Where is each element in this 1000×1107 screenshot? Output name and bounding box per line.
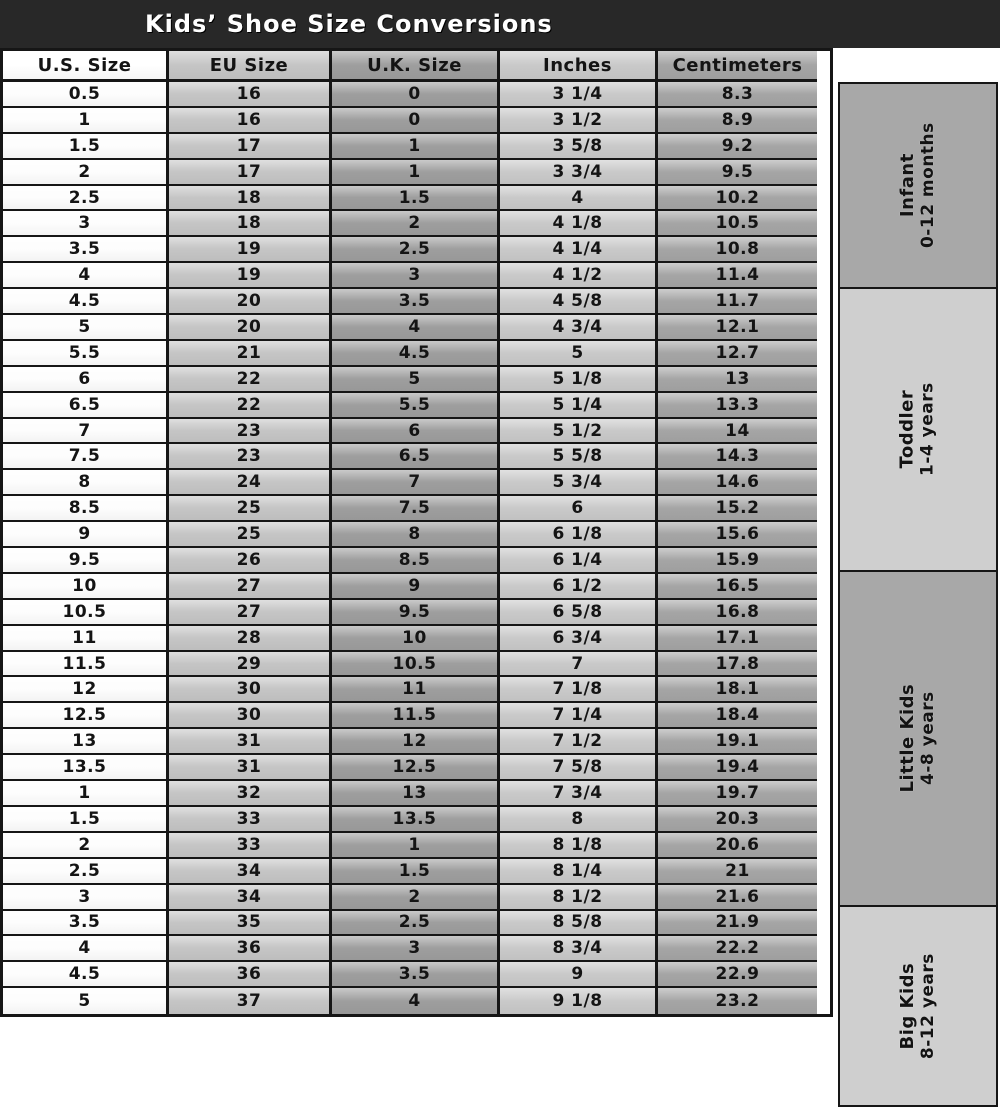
- table-cell: 6 5/8: [500, 600, 658, 626]
- table-body: [3, 82, 830, 1014]
- age-block-infant-label: Infant 0-12 months: [896, 122, 938, 249]
- table-cell: 1.5: [3, 134, 169, 160]
- header-cell-us-size: U.S. Size: [3, 51, 169, 82]
- table-cell: 25: [169, 522, 332, 548]
- table-cell: 8.5: [3, 496, 169, 522]
- table-cell: 9 1/8: [500, 988, 658, 1014]
- table-cell: 3: [332, 263, 500, 289]
- table-row: [3, 496, 830, 522]
- table-row: [3, 703, 830, 729]
- table-cell: 13.5: [3, 755, 169, 781]
- header-cell-eu-size: EU Size: [169, 51, 332, 82]
- table-cell: 13: [658, 367, 817, 393]
- table-row: [3, 237, 830, 263]
- table-cell: 28: [169, 626, 332, 652]
- table-cell: 21.9: [658, 911, 817, 937]
- table-cell: 14.3: [658, 444, 817, 470]
- table-cell: 10.5: [332, 652, 500, 678]
- table-row: [3, 911, 830, 937]
- table-cell: 34: [169, 859, 332, 885]
- table-cell: 7.5: [3, 444, 169, 470]
- table-cell: 19.4: [658, 755, 817, 781]
- table-cell: 19.1: [658, 729, 817, 755]
- table-cell: 36: [169, 962, 332, 988]
- table-cell: 3 5/8: [500, 134, 658, 160]
- age-block-infant: [838, 82, 998, 289]
- table-row: [3, 677, 830, 703]
- table-cell: 35: [169, 911, 332, 937]
- page-title: Kids’ Shoe Size Conversions: [145, 10, 553, 38]
- table-cell: 11: [332, 677, 500, 703]
- table-cell: 31: [169, 755, 332, 781]
- table-cell: 8 1/8: [500, 833, 658, 859]
- table-cell: 2: [332, 885, 500, 911]
- table-cell: 5: [332, 367, 500, 393]
- table-cell: 15.9: [658, 548, 817, 574]
- table-cell: 8 3/4: [500, 936, 658, 962]
- table-cell: 8 1/4: [500, 859, 658, 885]
- table-header-row: [3, 51, 830, 82]
- table-cell: 7.5: [332, 496, 500, 522]
- table-cell: 22: [169, 393, 332, 419]
- table-row: [3, 315, 830, 341]
- table-row: [3, 444, 830, 470]
- table-cell: 20.6: [658, 833, 817, 859]
- age-block-big-kids: [838, 905, 998, 1107]
- table-cell: 17: [169, 160, 332, 186]
- table-cell: 1.5: [332, 859, 500, 885]
- table-row: [3, 82, 830, 108]
- table-cell: 18.4: [658, 703, 817, 729]
- table-cell: 3 1/2: [500, 108, 658, 134]
- table-cell: 9: [500, 962, 658, 988]
- age-group-column: [838, 82, 998, 1107]
- table-cell: 5.5: [3, 341, 169, 367]
- table-cell: 5 1/8: [500, 367, 658, 393]
- table-row: [3, 936, 830, 962]
- table-row: [3, 186, 830, 212]
- table-cell: 22.9: [658, 962, 817, 988]
- table-cell: 8.3: [658, 82, 817, 108]
- table-cell: 8 5/8: [500, 911, 658, 937]
- table-cell: 5: [3, 988, 169, 1014]
- table-cell: 4 3/4: [500, 315, 658, 341]
- table-cell: 16: [169, 108, 332, 134]
- table-cell: 4: [332, 315, 500, 341]
- table-cell: 14: [658, 419, 817, 445]
- table-cell: 9.5: [658, 160, 817, 186]
- table-cell: 4: [500, 186, 658, 212]
- table-row: [3, 548, 830, 574]
- table-cell: 9.5: [332, 600, 500, 626]
- table-cell: 6: [332, 419, 500, 445]
- table-row: [3, 962, 830, 988]
- table-row: [3, 263, 830, 289]
- table-cell: 3: [3, 211, 169, 237]
- table-cell: 5: [500, 341, 658, 367]
- table-cell: 33: [169, 833, 332, 859]
- table-cell: 23.2: [658, 988, 817, 1014]
- table-cell: 1: [3, 108, 169, 134]
- table-row: [3, 626, 830, 652]
- table-row: [3, 289, 830, 315]
- table-cell: 8.5: [332, 548, 500, 574]
- table-cell: 15.6: [658, 522, 817, 548]
- table-cell: 4 1/2: [500, 263, 658, 289]
- age-block-toddler-label: Toddler 1-4 years: [896, 382, 938, 477]
- table-cell: 12.5: [3, 703, 169, 729]
- table-cell: 3: [332, 936, 500, 962]
- table-cell: 17.8: [658, 652, 817, 678]
- table-cell: 26: [169, 548, 332, 574]
- table-cell: 23: [169, 419, 332, 445]
- table-cell: 13.5: [332, 807, 500, 833]
- table-cell: 0: [332, 82, 500, 108]
- table-cell: 5 5/8: [500, 444, 658, 470]
- table-cell: 6: [500, 496, 658, 522]
- table-cell: 2: [332, 211, 500, 237]
- table-cell: 19: [169, 237, 332, 263]
- header-cell-centimeters: Centimeters: [658, 51, 817, 82]
- table-cell: 3.5: [3, 237, 169, 263]
- table-cell: 10: [332, 626, 500, 652]
- table-cell: 16.5: [658, 574, 817, 600]
- table-cell: 5 3/4: [500, 470, 658, 496]
- table-row: [3, 108, 830, 134]
- table-cell: 7: [332, 470, 500, 496]
- table-cell: 2.5: [332, 237, 500, 263]
- table-cell: 4 1/4: [500, 237, 658, 263]
- table-row: [3, 393, 830, 419]
- table-cell: 2.5: [332, 911, 500, 937]
- age-block-little-kids-label: Little Kids 4-8 years: [896, 684, 938, 793]
- table-cell: 6 3/4: [500, 626, 658, 652]
- table-cell: 22.2: [658, 936, 817, 962]
- table-row: [3, 574, 830, 600]
- table-cell: 12.1: [658, 315, 817, 341]
- table-cell: 22: [169, 367, 332, 393]
- table-cell: 11.5: [3, 652, 169, 678]
- age-block-little-kids: [838, 570, 998, 907]
- table-cell: 4: [332, 988, 500, 1014]
- table-cell: 8.9: [658, 108, 817, 134]
- table-cell: 21.6: [658, 885, 817, 911]
- table-row: [3, 134, 830, 160]
- table-cell: 21: [658, 859, 817, 885]
- table-cell: 7 1/4: [500, 703, 658, 729]
- table-cell: 21: [169, 341, 332, 367]
- table-row: [3, 885, 830, 911]
- table-row: [3, 522, 830, 548]
- table-cell: 3 3/4: [500, 160, 658, 186]
- table-cell: 1: [3, 781, 169, 807]
- table-cell: 10.5: [3, 600, 169, 626]
- table-cell: 5.5: [332, 393, 500, 419]
- table-cell: 13: [332, 781, 500, 807]
- table-cell: 4.5: [3, 962, 169, 988]
- table-cell: 27: [169, 600, 332, 626]
- table-cell: 18.1: [658, 677, 817, 703]
- table-row: [3, 470, 830, 496]
- table-row: [3, 652, 830, 678]
- header-cell-uk-size: U.K. Size: [332, 51, 500, 82]
- table-cell: 8: [3, 470, 169, 496]
- table-cell: 9: [332, 574, 500, 600]
- table-cell: 10: [3, 574, 169, 600]
- age-block-toddler: [838, 287, 998, 572]
- table-row: [3, 160, 830, 186]
- table-cell: 5 1/2: [500, 419, 658, 445]
- table-cell: 11: [3, 626, 169, 652]
- table-cell: 10.8: [658, 237, 817, 263]
- table-cell: 2: [3, 833, 169, 859]
- table-cell: 12: [332, 729, 500, 755]
- table-cell: 3: [3, 885, 169, 911]
- table-cell: 6: [3, 367, 169, 393]
- table-cell: 1.5: [332, 186, 500, 212]
- table-cell: 7 3/4: [500, 781, 658, 807]
- table-row: [3, 833, 830, 859]
- table-cell: 3.5: [332, 289, 500, 315]
- table-cell: 19: [169, 263, 332, 289]
- table-cell: 13.3: [658, 393, 817, 419]
- table-cell: 7 1/8: [500, 677, 658, 703]
- table-row: [3, 781, 830, 807]
- table-cell: 33: [169, 807, 332, 833]
- table-cell: 6 1/4: [500, 548, 658, 574]
- table-cell: 25: [169, 496, 332, 522]
- table-cell: 4 5/8: [500, 289, 658, 315]
- table-cell: 3 1/4: [500, 82, 658, 108]
- chart-content: [0, 48, 1000, 1107]
- table-row: [3, 600, 830, 626]
- table-cell: 15.2: [658, 496, 817, 522]
- table-row: [3, 211, 830, 237]
- table-cell: 10.5: [658, 211, 817, 237]
- table-cell: 18: [169, 186, 332, 212]
- table-cell: 5 1/4: [500, 393, 658, 419]
- table-cell: 16.8: [658, 600, 817, 626]
- title-bar: [0, 0, 1000, 48]
- table-cell: 10.2: [658, 186, 817, 212]
- table-cell: 19.7: [658, 781, 817, 807]
- table-cell: 6.5: [3, 393, 169, 419]
- table-cell: 2.5: [3, 859, 169, 885]
- table-row: [3, 419, 830, 445]
- age-block-big-kids-label: Big Kids 8-12 years: [896, 952, 938, 1060]
- table-cell: 7 1/2: [500, 729, 658, 755]
- table-cell: 36: [169, 936, 332, 962]
- table-cell: 30: [169, 677, 332, 703]
- table-row: [3, 859, 830, 885]
- table-row: [3, 341, 830, 367]
- table-cell: 13: [3, 729, 169, 755]
- table-cell: 24: [169, 470, 332, 496]
- table-cell: 11.5: [332, 703, 500, 729]
- header-cell-inches: Inches: [500, 51, 658, 82]
- table-cell: 11.4: [658, 263, 817, 289]
- table-cell: 1: [332, 134, 500, 160]
- table-cell: 5: [3, 315, 169, 341]
- table-cell: 3.5: [3, 911, 169, 937]
- table-cell: 20: [169, 289, 332, 315]
- table-cell: 9.2: [658, 134, 817, 160]
- table-cell: 2: [3, 160, 169, 186]
- table-cell: 37: [169, 988, 332, 1014]
- table-cell: 4 1/8: [500, 211, 658, 237]
- table-cell: 18: [169, 211, 332, 237]
- table-cell: 17: [169, 134, 332, 160]
- table-cell: 14.6: [658, 470, 817, 496]
- table-cell: 0.5: [3, 82, 169, 108]
- table-row: [3, 755, 830, 781]
- table-cell: 16: [169, 82, 332, 108]
- table-cell: 6 1/2: [500, 574, 658, 600]
- table-cell: 12: [3, 677, 169, 703]
- table-cell: 4: [3, 263, 169, 289]
- table-row: [3, 988, 830, 1014]
- table-cell: 12.5: [332, 755, 500, 781]
- table-row: [3, 367, 830, 393]
- table-cell: 1.5: [3, 807, 169, 833]
- table-cell: 12.7: [658, 341, 817, 367]
- table-row: [3, 729, 830, 755]
- table-cell: 7: [3, 419, 169, 445]
- table-cell: 4.5: [3, 289, 169, 315]
- table-cell: 9: [3, 522, 169, 548]
- table-cell: 6.5: [332, 444, 500, 470]
- table-cell: 29: [169, 652, 332, 678]
- table-cell: 0: [332, 108, 500, 134]
- table-cell: 31: [169, 729, 332, 755]
- table-cell: 8: [332, 522, 500, 548]
- table-cell: 23: [169, 444, 332, 470]
- table-cell: 8 1/2: [500, 885, 658, 911]
- size-conversion-table: [0, 48, 833, 1017]
- table-cell: 7 5/8: [500, 755, 658, 781]
- table-cell: 9.5: [3, 548, 169, 574]
- table-cell: 32: [169, 781, 332, 807]
- table-cell: 7: [500, 652, 658, 678]
- table-cell: 20.3: [658, 807, 817, 833]
- table-cell: 11.7: [658, 289, 817, 315]
- table-row: [3, 807, 830, 833]
- table-cell: 2.5: [3, 186, 169, 212]
- table-cell: 4.5: [332, 341, 500, 367]
- table-cell: 34: [169, 885, 332, 911]
- table-cell: 1: [332, 160, 500, 186]
- table-cell: 1: [332, 833, 500, 859]
- table-cell: 3.5: [332, 962, 500, 988]
- table-cell: 8: [500, 807, 658, 833]
- table-cell: 17.1: [658, 626, 817, 652]
- table-cell: 20: [169, 315, 332, 341]
- table-cell: 30: [169, 703, 332, 729]
- table-cell: 6 1/8: [500, 522, 658, 548]
- table-cell: 4: [3, 936, 169, 962]
- table-cell: 27: [169, 574, 332, 600]
